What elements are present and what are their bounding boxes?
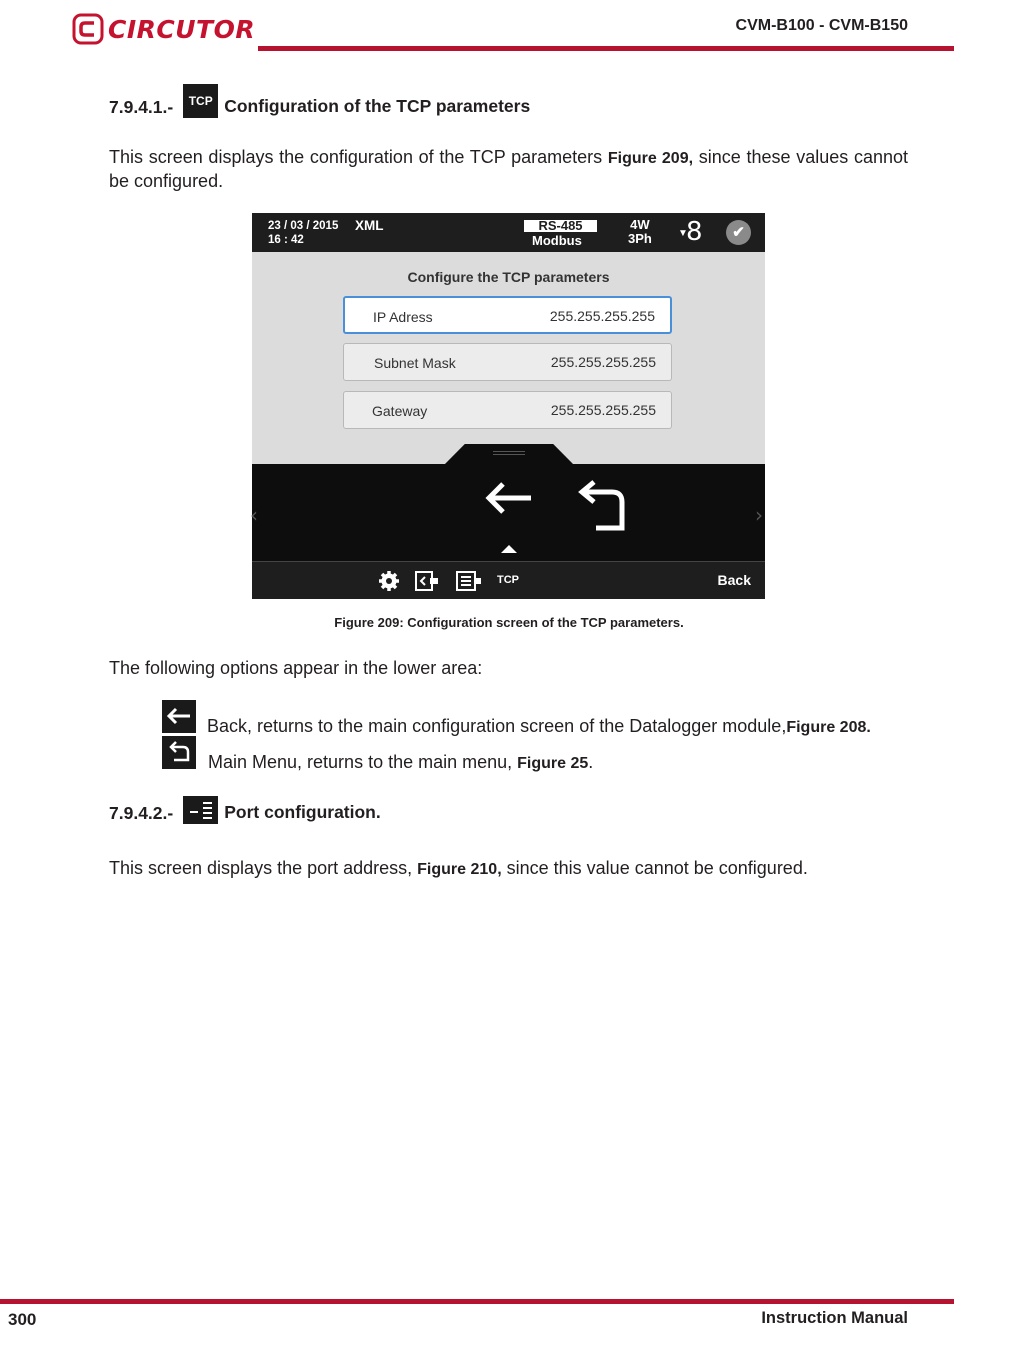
chevron-right-icon[interactable]: › (755, 503, 763, 527)
port-config-icon (183, 796, 218, 824)
field-value: 255.255.255.255 (550, 402, 656, 418)
ports-icon[interactable] (455, 570, 483, 592)
device-screen-heading: Configure the TCP parameters (407, 269, 610, 285)
main-menu-option-text (208, 752, 593, 773)
datalogger-icon[interactable] (414, 570, 440, 592)
device-time: 16 : 42 (268, 234, 304, 246)
back-arrow-icon (162, 700, 196, 733)
device-phases: 3Ph (628, 231, 652, 246)
main-menu-icon[interactable] (576, 480, 628, 538)
device-protocol-name: Modbus (532, 233, 582, 248)
field-label: IP Adress (373, 309, 433, 325)
dropdown-arrow-icon: ▼ (678, 228, 688, 239)
intro-text-b: since these values cannot be configured. (109, 147, 908, 191)
chevron-left-icon[interactable]: ‹ (250, 503, 258, 527)
section-heading-tcp (109, 84, 530, 118)
grip-handle-icon (493, 451, 525, 455)
field-value: 255.255.255.255 (550, 354, 656, 370)
intro-text-b: since this value cannot be configured. (501, 858, 808, 878)
field-label: Subnet Mask (374, 355, 456, 371)
intro-text-a: This screen displays the port address, (109, 858, 418, 878)
back-button[interactable]: Back (717, 572, 751, 588)
figure-reference: Figure 210, (417, 861, 502, 878)
device-screenshot (252, 213, 765, 599)
device-bottom-bar (252, 561, 765, 599)
device-xml-label: XML (355, 218, 384, 233)
option-description: Back, returns to the main configuration screen of the Datalogger module, (207, 716, 787, 736)
option-description: Main Menu, returns to the main menu, (208, 752, 518, 772)
footer-rule (0, 1299, 954, 1304)
section-intro-paragraph (109, 146, 908, 193)
main-menu-icon (162, 736, 196, 769)
section-title: Port configuration. (224, 802, 381, 822)
section-number: 7.9.4.1.- (109, 97, 174, 117)
phase-indicator-icon: 8 (686, 217, 703, 247)
figure-reference: Figure 209, (607, 150, 694, 167)
device-wiring (628, 218, 652, 246)
option-suffix: . (588, 752, 594, 772)
gear-icon[interactable] (378, 570, 400, 592)
footer-title: Instruction Manual (761, 1309, 908, 1327)
circutor-logo-mark-icon (72, 13, 104, 45)
gateway-field[interactable] (343, 391, 672, 429)
device-date: 23 / 03 / 2015 (268, 220, 339, 232)
device-status-bar (252, 213, 765, 252)
subnet-mask-field[interactable] (343, 343, 672, 381)
circutor-logo (72, 12, 255, 46)
document-title: CVM-B100 - CVM-B150 (735, 17, 908, 34)
intro-text-a: This screen displays the configuration of the TCP parameters (109, 147, 608, 167)
section-number: 7.9.4.2.- (109, 803, 174, 823)
section-heading-port (109, 796, 381, 824)
brand-name: CIRCUTOR (108, 14, 256, 44)
device-datetime (268, 219, 338, 247)
back-option-icon (162, 700, 196, 733)
section-title: Configuration of the TCP parameters (224, 96, 531, 116)
caret-up-icon (501, 545, 517, 553)
options-intro: The following options appear in the lower area: (109, 658, 483, 678)
back-arrow-icon[interactable] (481, 478, 535, 522)
device-wires: 4W (630, 217, 650, 232)
figure-reference: Figure 25 (517, 755, 589, 772)
field-value: 255.255.255.255 (549, 308, 655, 324)
port-intro-paragraph (109, 857, 908, 881)
tcp-tab-label[interactable]: TCP (497, 574, 519, 586)
ports-icon (187, 799, 215, 821)
device-protocol-badge: RS-485 (524, 220, 597, 232)
header-rule (258, 46, 954, 51)
tcp-icon: TCP (183, 84, 218, 118)
back-option-text (207, 716, 871, 737)
page-number: 300 (8, 1310, 37, 1329)
figure-reference: Figure 208. (786, 719, 871, 736)
field-label: Gateway (372, 403, 428, 419)
check-icon[interactable]: ✔ (726, 220, 751, 245)
main-menu-option-icon (162, 736, 196, 769)
figure-caption: Figure 209: Configuration screen of the TCP parameters. (334, 615, 684, 630)
ip-address-field[interactable] (343, 296, 672, 334)
